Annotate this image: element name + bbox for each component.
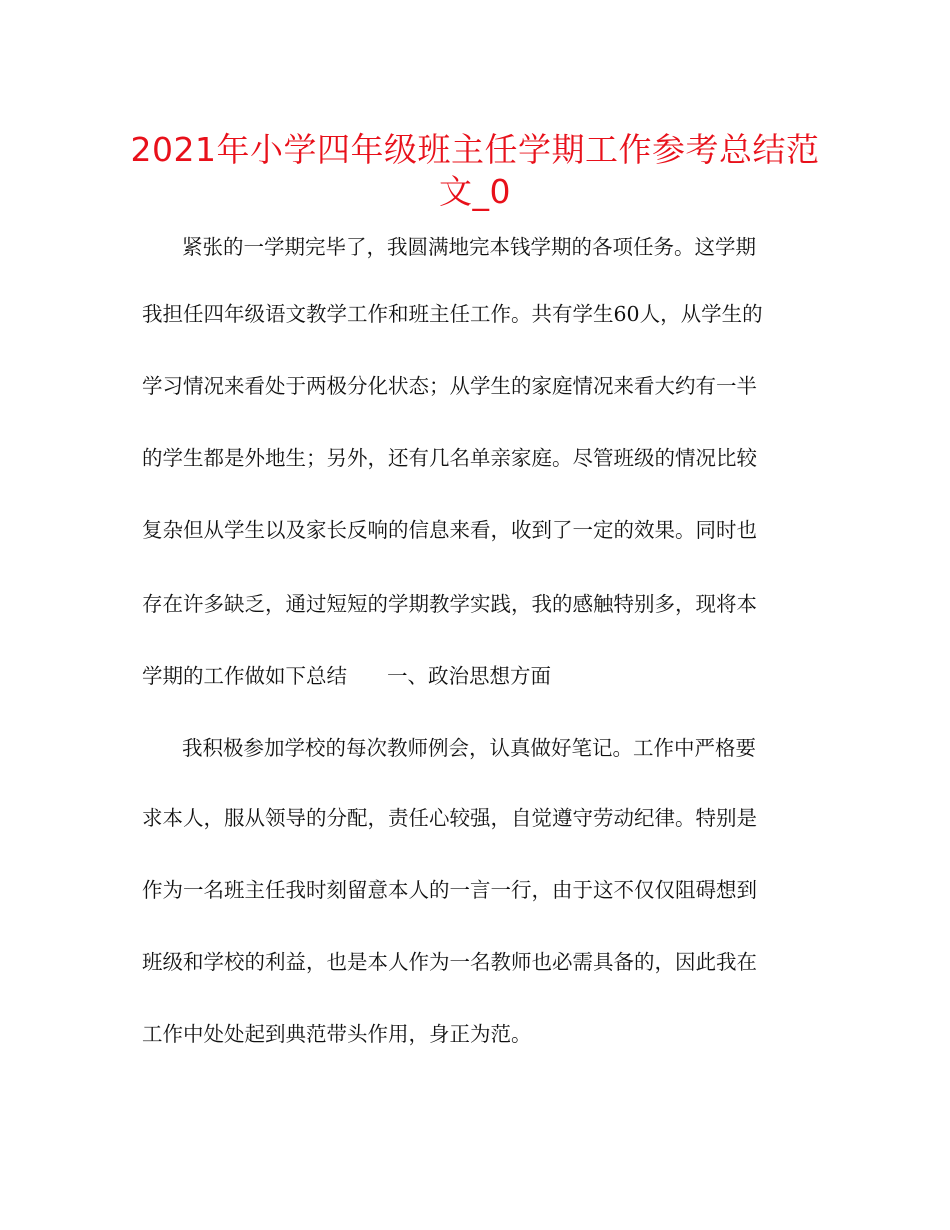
paragraph-2-line-3: 作为一名班主任我时刻留意本人的一言一行，由于这不仅仅阻碍想到: [142, 878, 757, 902]
summary-intro: 学期的工作做如下总结: [142, 664, 347, 688]
paragraph-2-line-2: 求本人，服从领导的分配，责任心较强，自觉遵守劳动纪律。特别是: [142, 806, 757, 830]
paragraph-1-line-4: 的学生都是外地生；另外，还有几名单亲家庭。尽管班级的情况比较: [142, 446, 757, 470]
paragraph-1-line-2: 我担任四年级语文教学工作和班主任工作。共有学生60人，从学生的: [142, 302, 763, 326]
document-title-line-1: 2021年小学四年级班主任学期工作参考总结范: [130, 130, 820, 169]
paragraph-2-line-1: 我积极参加学校的每次教师例会，认真做好笔记。工作中严格要: [182, 736, 756, 760]
paragraph-1-line-3: 学习情况来看处于两极分化状态；从学生的家庭情况来看大约有一半: [142, 374, 757, 398]
document-title-line-2: 文_0: [439, 172, 511, 211]
section-heading-political: 一、政治思想方面: [387, 664, 551, 688]
paragraph-2-line-5: 工作中处处起到典范带头作用，身正为范。: [142, 1022, 532, 1046]
paragraph-1-line-6: 存在许多缺乏，通过短短的学期教学实践，我的感触特别多，现将本: [142, 592, 757, 616]
paragraph-2-line-4: 班级和学校的利益，也是本人作为一名教师也必需具备的，因此我在: [142, 950, 757, 974]
paragraph-1-line-1: 紧张的一学期完毕了，我圆满地完本钱学期的各项任务。这学期: [182, 235, 756, 259]
paragraph-1-line-7: [142, 661, 822, 691]
paragraph-1-line-5: 复杂但从学生以及家长反响的信息来看，收到了一定的效果。同时也: [142, 518, 757, 542]
